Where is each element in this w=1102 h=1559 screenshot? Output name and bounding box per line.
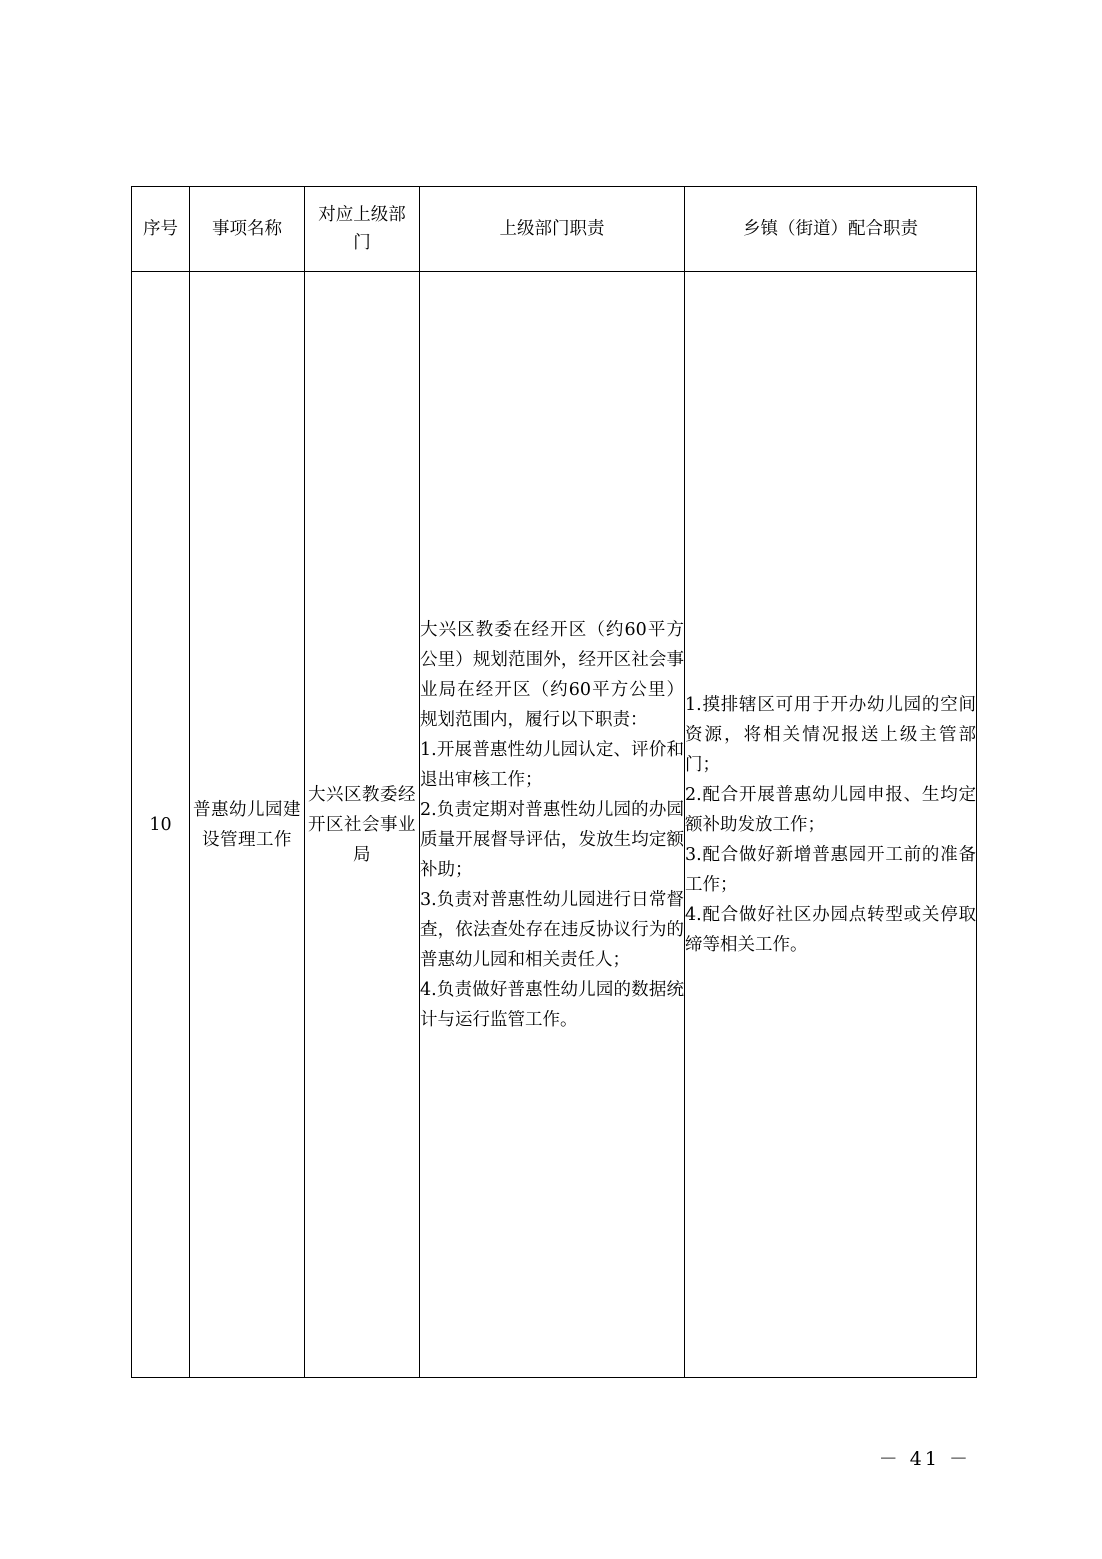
responsibility-table [131,186,977,1378]
table-row [132,272,977,1378]
column-header-township-cooperation [685,187,977,272]
column-header-item-name-label: 事项名称 [212,219,282,239]
cell-upper-duty-text: 大兴区教委在经开区（约60平方公里）规划范围外，经开区社会事业局在经开区（约60平方公里）规划范围内，履行以下职责： 1.开展普惠性幼儿园认定、评价和退出审核工作； 2.负责定期对普惠性幼儿园的办园质量开展督导评估，发放生均定额补助； 3.负责对普惠性幼儿园进行日常督查，依法查处存在违反协议行为的普惠幼儿园和相关责任人； 4.负责做好普惠性幼儿园的数据统计与运行监管工作。 [420,619,684,1030]
table-body [132,272,977,1378]
column-header-upper-duty [420,187,685,272]
table-header-row [132,187,977,272]
cell-item-name: 普惠幼儿园建设管理工作 [190,272,305,1378]
cell-serial: 10 [132,272,190,1378]
column-header-upper-department [305,187,420,272]
cell-upper-department: 大兴区教委经开区社会事业局 [305,272,420,1378]
cell-upper-duty [420,272,685,1378]
column-header-township-cooperation-label: 乡镇（街道）配合职责 [743,219,918,239]
responsibility-table-container [131,186,976,1378]
column-header-serial [132,187,190,272]
column-header-upper-duty-label: 上级部门职责 [499,219,605,239]
cell-township-cooperation [685,272,977,1378]
column-header-upper-department-label: 对应上级部门 [318,205,406,253]
cell-township-cooperation-text: 1.摸排辖区可用于开办幼儿园的空间资源，将相关情况报送上级主管部门； 2.配合开展普惠幼儿园申报、生均定额补助发放工作； 3.配合做好新增普惠园开工前的准备工作； 4.配合做好社区办园点转型或关停取缔等相关工作。 [685,694,976,955]
page-number: － 41 － [878,1448,971,1470]
table-header [132,187,977,272]
column-header-item-name [190,187,305,272]
column-header-serial-label: 序号 [143,219,178,239]
